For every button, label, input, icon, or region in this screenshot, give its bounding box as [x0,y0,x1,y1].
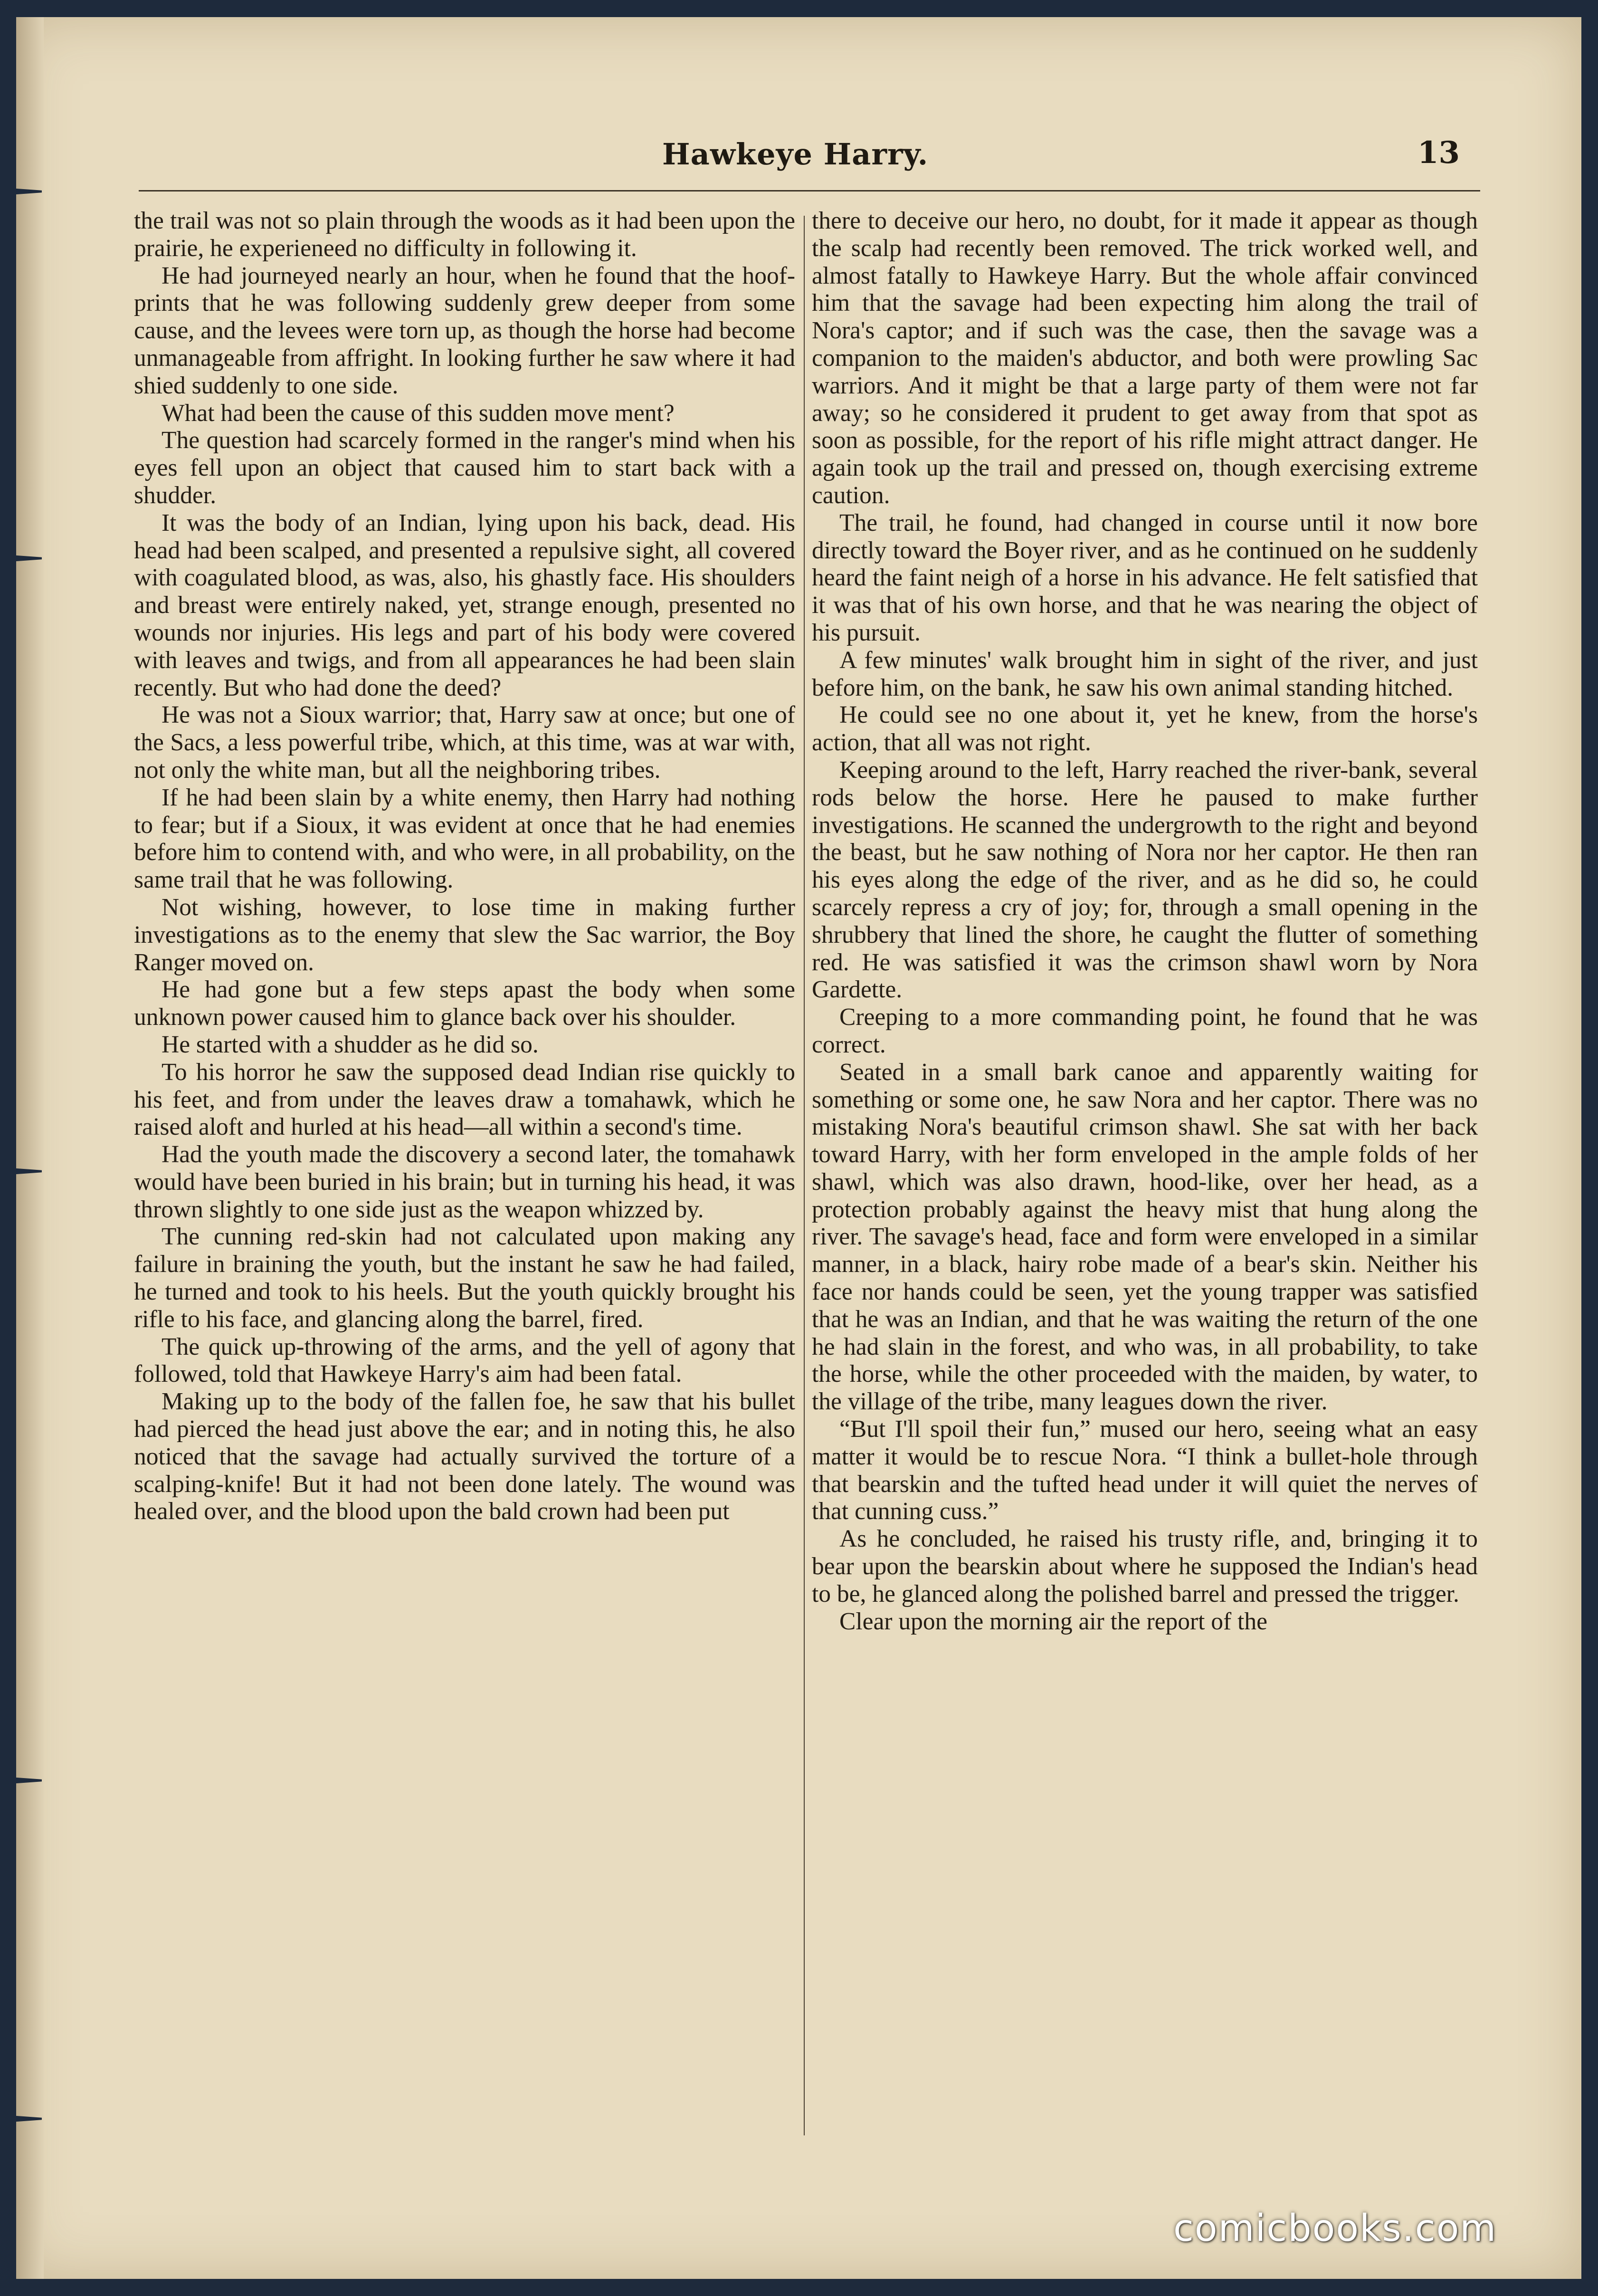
paragraph: Keeping around to the left, Harry reached the river-bank, several rods below the horse. Here he paused to make further investigations. He scanned the undergrowth to the right and beyond the beast, but he saw nothing of Nora nor her captor. He then ran his eyes along the edge of the river, and as he did so, he could scarcely repress a cry of joy; for, through a small opening in the shrubbery that lined the shore, he caught the flutter of something red. He was satisfied it was the crimson shawl worn by Nora Gardette. [812,756,1478,1004]
paragraph: He had gone but a few steps apast the body when some unknown power caused him to glance back over his shoulder. [134,976,795,1031]
paragraph: What had been the cause of this sudden move ment? [162,399,675,427]
header-rule [139,190,1480,191]
paragraph: The question had scarcely formed in the ranger's mind when his eyes fell upon an object that caused him to start back with a shudder. [134,427,795,509]
paragraph: He was not a Sioux warrior; that, Harry saw at once; but one of the Sacs, a less powerful tribe, which, at this time, was at war with, not only the white man, but all the neighboring tribes. [134,701,795,784]
paragraph: He started with a shudder as he did so. [162,1031,539,1058]
paragraph: It was the body of an Indian, lying upon his back, dead. His head had been scalped, and presented a repulsive sight, all covered with coagulated blood, as was, also, his ghastly face. His shoulders and breast were entirely naked, yet, strange enough, presented no wounds nor injuries. His legs and part of his body were covered with leaves and twigs, and from all appearances he had been slain recently. But who had done the deed? [134,509,795,701]
paragraph: A few minutes' walk brought him in sight of the river, and just before him, on the bank, he saw his own animal standing hitched. [812,646,1478,701]
running-title: Hawkeye Harry. [662,137,929,172]
paragraph: As he concluded, he raised his trusty rifle, and, bringing it to bear upon the bearskin about where he supposed the Indian's head to be, he glanced along the polished barrel and pressed the trigger. [812,1525,1478,1607]
paragraph: He could see no one about it, yet he knew, from the horse's action, that all was not right. [812,701,1478,756]
paragraph: Clear upon the morning air the report of the [839,1607,1267,1635]
text-column-left [134,207,795,2146]
paragraph: The quick up-throwing of the arms, and the yell of agony that followed, told that Hawkeye Harry's aim had been fatal. [134,1333,795,1388]
paragraph: Creeping to a more commanding point, he found that he was correct. [812,1004,1478,1058]
source-watermark: comicbooks.com [1173,2207,1497,2250]
column-divider [804,216,805,2135]
paragraph: The cunning red-skin had not calculated upon making any failure in braining the youth, but the instant he saw he had failed, he turned and took to his heels. But the youth quickly brought his rifle to his face, and glancing along the barrel, fired. [134,1223,795,1333]
paragraph: “But I'll spoil their fun,” mused our hero, seeing what an easy matter it would be to rescue Nora. “I think a bullet-hole through that bearskin and the tufted head under it will quiet the nerves of that cunning cuss.” [812,1416,1478,1525]
text-column-right [812,207,1478,2146]
paragraph: Had the youth made the discovery a second later, the tomahawk would have been buried in his brain; but in turning his head, it was thrown slightly to one side just as the weapon whizzed by. [134,1141,795,1223]
paragraph: Seated in a small bark canoe and apparently waiting for something or some one, he saw Nora and her captor. There was no mistaking Nora's beautiful crimson shawl. She sat with her back toward Harry, with her form enveloped in the ample folds of her shawl, which was also drawn, hood-like, over her head, as a protection probably against the heavy mist that hung along the river. The savage's head, face and form were enveloped in a similar manner, in a black, hairy robe made of a bear's skin. Neither his face nor hands could be seen, yet the young trapper was satisfied that he was an Indian, and that he was waiting the return of the one he had slain in the forest, and who was, in all probability, to take the horse, while the other proceeded with the maiden, by water, to the village of the tribe, many leagues down the river. [812,1058,1478,1416]
paragraph: To his horror he saw the supposed dead Indian rise quickly to his feet, and from under the leaves draw a tomahawk, which he raised aloft and hurled at his head—all within a second's time. [134,1058,795,1141]
paragraph: He had journeyed nearly an hour, when he found that the hoof-prints that he was following suddenly grew deeper from some cause, and the levees were torn up, as though the horse had become unmanageable from affright. In looking further he saw where it had shied suddenly to one side. [134,262,795,399]
paragraph: the trail was not so plain through the woods as it had been upon the prairie, he experieneed no difficulty in following it. [134,207,795,262]
paragraph: there to deceive our hero, no doubt, for it made it appear as though the scalp had recently been removed. The trick worked well, and almost fatally to Hawkeye Harry. But the whole affair convinced him that the savage had been expecting him along the trail of Nora's captor; and if such was the case, then the savage was a companion to the maiden's abductor, and both were prowling Sac warriors. And it might be that a large party of them were not far away; so he considered it prudent to get away from that spot as soon as possible, for the report of his rifle might attract danger. He again took up the trail and pressed on, though exercising extreme caution. [812,207,1478,509]
paragraph: If he had been slain by a white enemy, then Harry had nothing to fear; but if a Sioux, it was evident at once that he had enemies before him to contend with, and who were, in all probability, on the same trail that he was following. [134,784,795,894]
page-number: 13 [1417,135,1460,171]
paragraph: The trail, he found, had changed in course until it now bore directly toward the Boyer river, and as he continued on he suddenly heard the faint neigh of a horse in his advance. He felt satisfied that it was that of his own horse, and that he was nearing the object of his pursuit. [812,509,1478,646]
paragraph: Making up to the body of the fallen foe, he saw that his bullet had pierced the head just above the ear; and in noting this, he also noticed that the savage had actually survived the torture of a scalping-knife! But it had not been done lately. The wound was healed over, and the blood upon the bald crown had been put [134,1388,795,1525]
paragraph: Not wishing, however, to lose time in making further investigations as to the enemy that slew the Sac warrior, the Boy Ranger moved on. [134,893,795,976]
page-spine [16,17,44,2279]
magazine-page [16,17,1581,2279]
